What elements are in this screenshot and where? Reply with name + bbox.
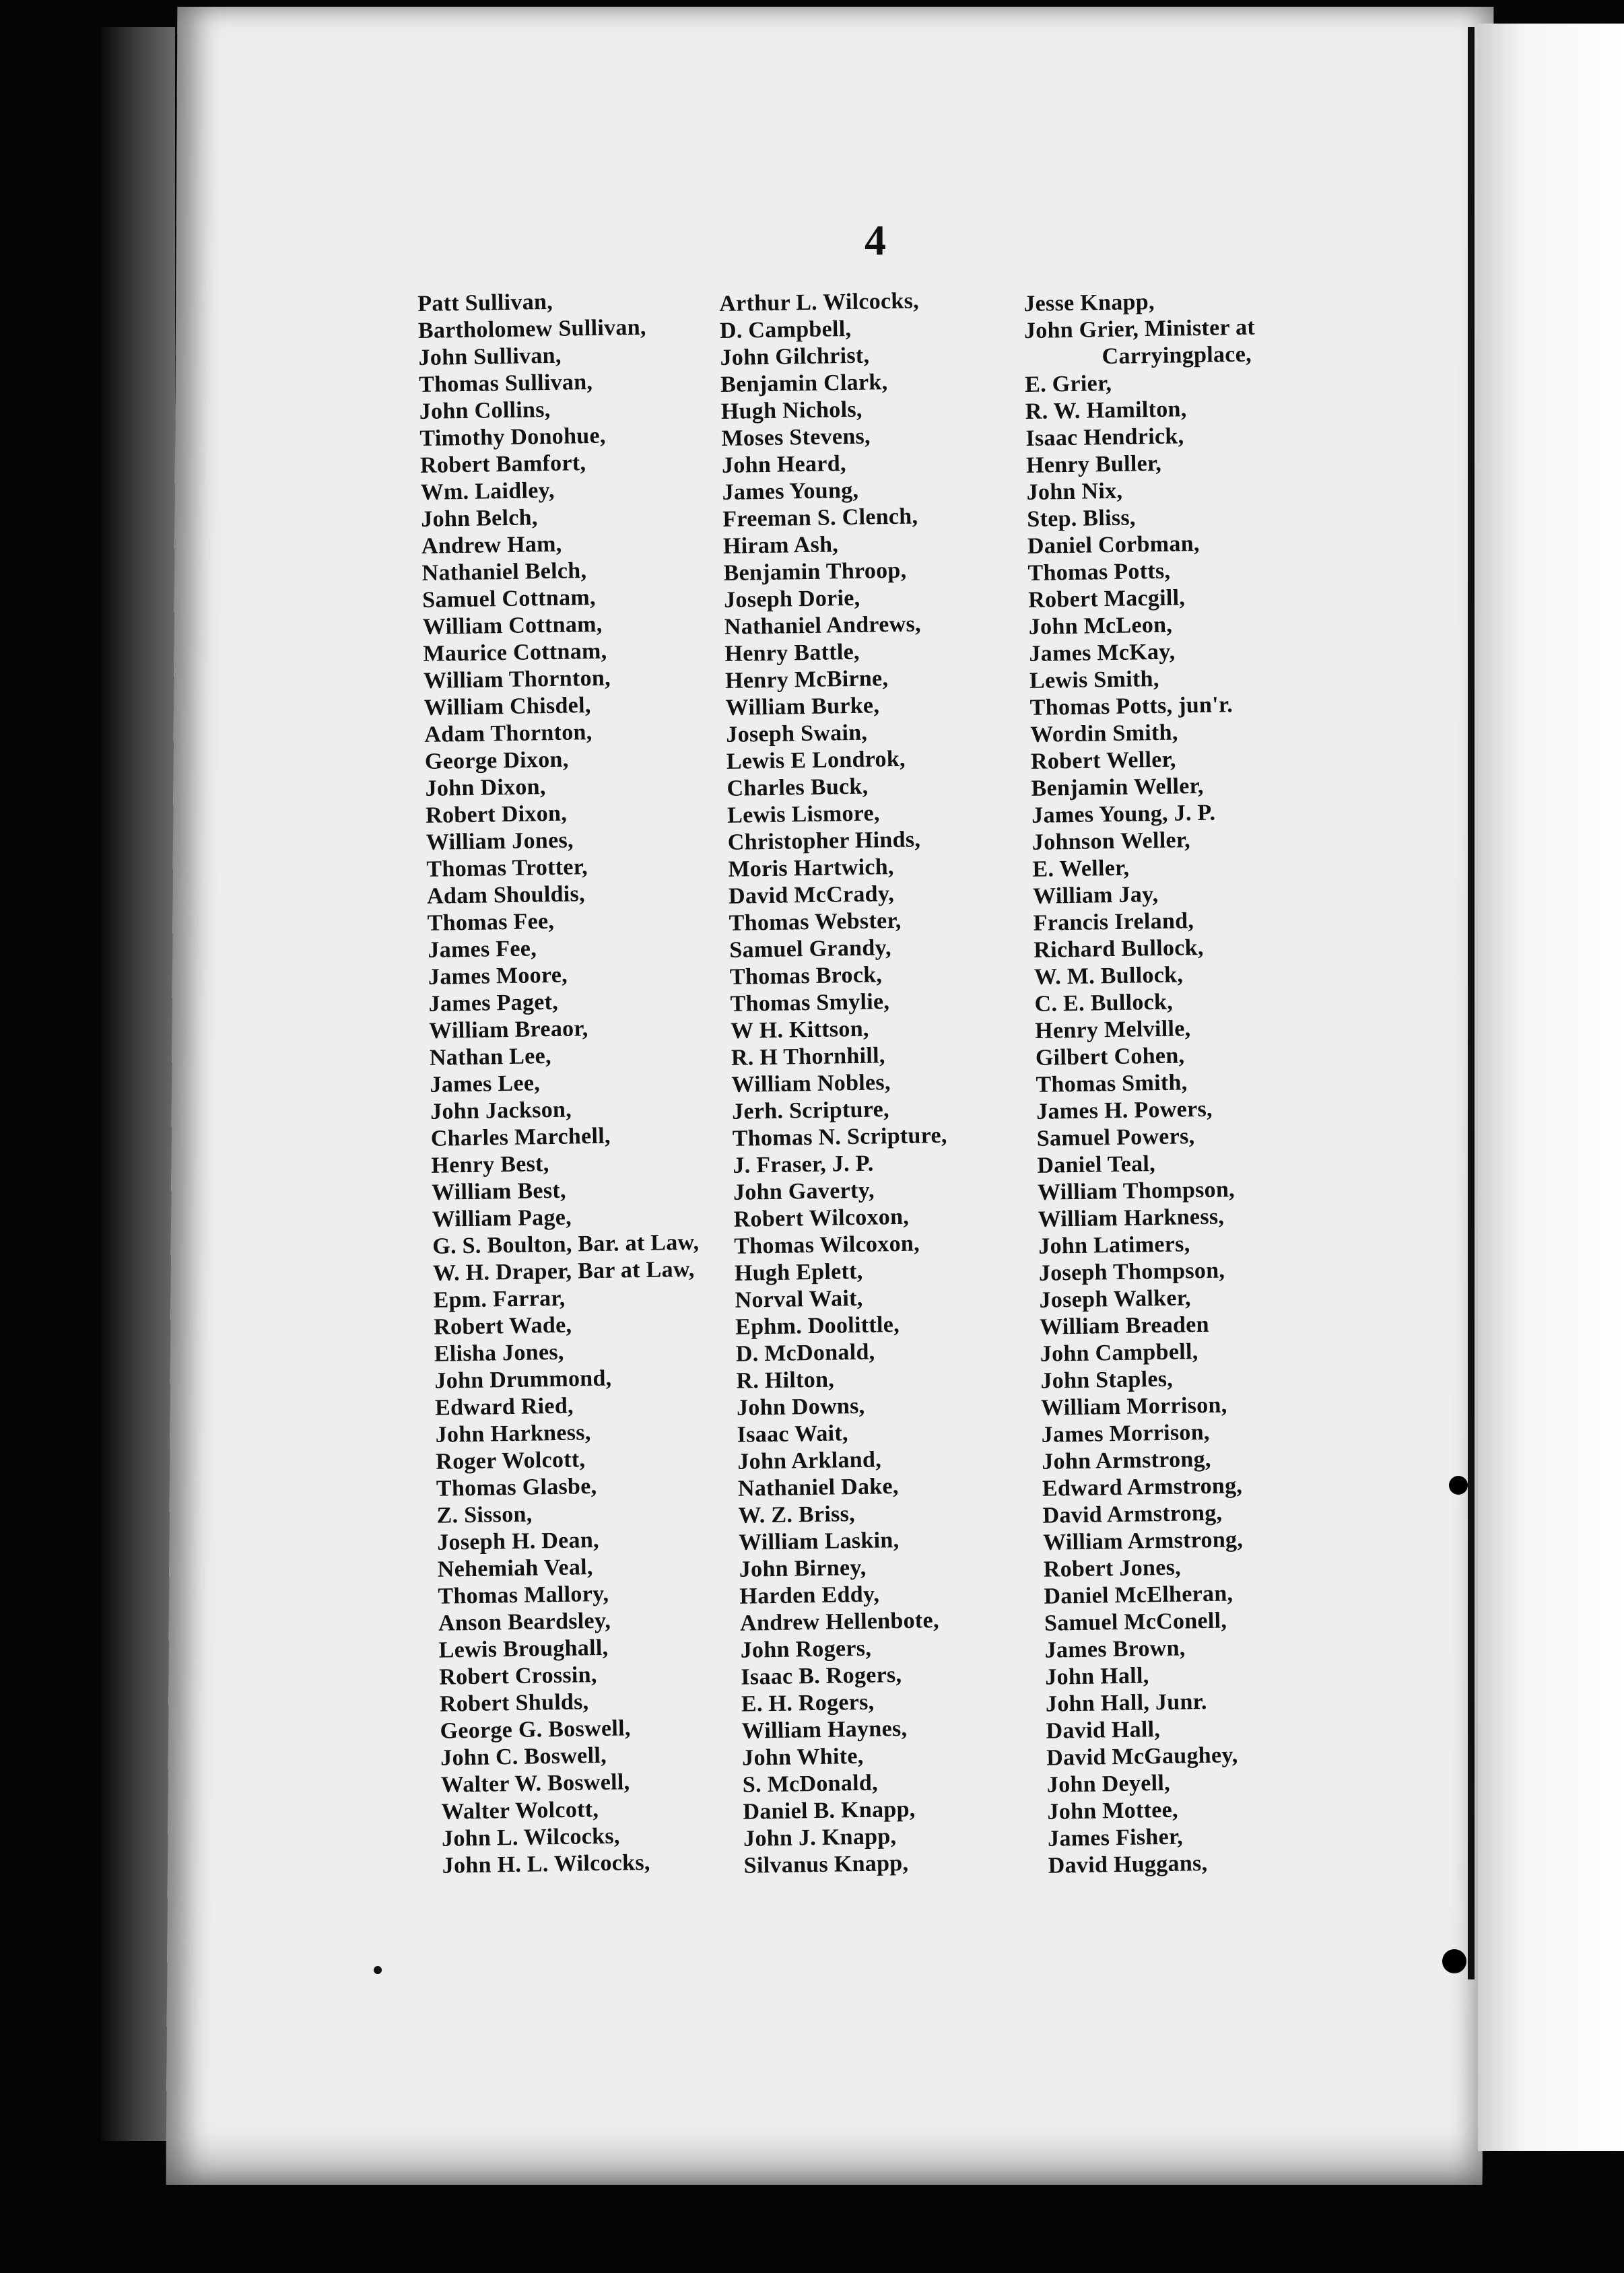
subscriber-name: George Dixon, [424,747,569,774]
subscriber-name: Lewis Broughall, [438,1635,609,1663]
subscriber-name: Maurice Cottnam, [423,638,607,667]
subscriber-name: John White, [741,1743,864,1771]
subscriber-name: Thomas Sullivan, [418,369,593,397]
subscriber-name: Lewis Smith, [1029,666,1159,693]
subscriber-name: John Sullivan, [418,343,562,370]
subscriber-name: John Arkland, [737,1447,882,1474]
subscriber-name: Anson Beardsley, [438,1608,611,1636]
subscriber-name: John Rogers, [740,1635,872,1663]
subscriber-name: Bartholomew Sullivan, [417,314,646,343]
subscriber-name: E. H. Rogers, [741,1689,875,1717]
subscriber-name: Henry Best, [431,1151,549,1178]
subscriber-name: Step. Bliss, [1027,505,1136,532]
subscriber-name: James Fee, [428,936,537,963]
subscriber-name: James Young, [722,477,859,505]
subscriber-name: David Armstrong, [1042,1500,1223,1528]
subscriber-name: R. Hilton, [736,1367,835,1394]
subscriber-name: R. W. Hamilton, [1025,397,1187,424]
subscriber-name: J. Fraser, J. P. [733,1151,874,1178]
subscriber-name: Gilbert Cohen, [1035,1043,1185,1071]
subscriber-name: Thomas Fee, [427,908,555,936]
subscriber-name: Andrew Hellenbote, [739,1608,940,1636]
name-column-3 [1023,287,1279,1880]
subscriber-name: Hugh Nichols, [720,397,862,424]
subscriber-name: Nathaniel Belch, [421,558,587,586]
subscriber-name: Robert Shulds, [439,1689,589,1717]
subscriber-name: Samuel Powers, [1036,1124,1195,1151]
subscriber-name: William Thompson, [1037,1177,1236,1205]
subscriber-name: Moses Stevens, [721,423,871,451]
subscriber-name: Wm. Laidley, [420,477,555,505]
page-fold-line [1468,27,1475,1979]
subscriber-name: Henry Melville, [1034,1016,1191,1044]
subscriber-name: Edward Ried, [434,1393,574,1421]
subscriber-name: Nehemiah Veal, [437,1555,593,1582]
subscriber-name: John L. Wilcocks, [441,1823,620,1852]
subscriber-name: James McKay, [1029,639,1176,667]
subscriber-name: David McGaughey, [1046,1742,1238,1771]
subscriber-name: Wordin Smith, [1030,720,1178,747]
subscriber-name: Thomas Trotter, [426,854,588,882]
subscriber-name: John C. Boswell, [440,1742,607,1771]
subscriber-name: Nathaniel Andrews, [724,611,922,640]
subscriber-name: Richard Bullock, [1034,935,1204,963]
subscriber-name: Isaac Wait, [737,1421,849,1448]
subscriber-name: David Hall, [1046,1717,1161,1744]
subscriber-name: Walter W. Boswell, [440,1769,630,1798]
subscriber-name: Isaac B. Rogers, [741,1662,902,1690]
subscriber-name: Joseph Walker, [1039,1285,1192,1313]
subscriber-name: Nathan Lee, [429,1044,552,1071]
subscriber-name: Joseph H. Dean, [436,1527,600,1555]
subscriber-name: Andrew Ham, [421,531,562,559]
subscriber-name: Robert Crossin, [439,1662,597,1690]
subscriber-name: John Mottee, [1047,1797,1179,1825]
subscriber-name: Freeman S. Clench, [722,504,918,532]
subscriber-name: John Heard, [721,451,847,478]
subscriber-name: Hiram Ash, [722,532,839,559]
subscriber-name: John Hall, [1045,1663,1149,1690]
subscriber-name: Thomas Brock, [729,962,883,990]
subscriber-name: Arthur L. Wilcocks, [719,288,920,316]
subscriber-name: Robert Jones, [1043,1555,1182,1582]
subscriber-name: Thomas N. Scripture, [732,1122,947,1151]
subscriber-name: Christopher Hinds, [727,827,921,855]
subscriber-name: Thomas Potts, jun'r. [1029,692,1233,720]
subscriber-name: Joseph Thompson, [1038,1258,1225,1286]
subscriber-name: David McCrady, [728,881,895,909]
subscriber-name: William Cottnam, [422,611,603,640]
subscriber-name: Robert Dixon, [425,801,568,828]
subscriber-name: Moris Hartwich, [728,854,894,882]
subscriber-name: Robert Macgill, [1027,585,1186,613]
subscriber-name: James Moore, [428,962,568,990]
subscriber-name: Patt Sullivan, [417,289,553,316]
subscriber-name: Thomas Webster, [729,908,902,936]
subscriber-name: Joseph Swain, [726,720,868,747]
subscriber-name: Samuel McConell, [1044,1608,1227,1636]
binding-shadow [101,27,175,2141]
subscriber-name: Samuel Cottnam, [421,584,597,613]
subscriber-name: James H. Powers, [1036,1096,1213,1124]
subscriber-name: Charles Marchell, [430,1123,611,1151]
subscriber-name: Lewis Lismore, [726,801,880,828]
subscriber-name: Francis Ireland, [1033,908,1194,936]
subscriber-name: John Campbell, [1040,1339,1198,1367]
subscriber-name: George G. Boswell, [440,1716,631,1744]
subscriber-name: William Jones, [426,827,574,855]
subscriber-name: Jerh. Scripture, [731,1097,890,1124]
subscriber-name: William Chisdel, [424,693,591,720]
subscriber-name: John Drummond, [434,1365,612,1394]
subscriber-name: Henry McBirne, [724,666,889,693]
subscriber-name: Benjamin Clark, [720,370,888,397]
subscriber-name: G. S. Boulton, Bar. at Law, [432,1229,700,1259]
subscriber-name: John Staples, [1040,1366,1174,1394]
subscriber-name: Samuel Grandy, [729,935,892,963]
subscriber-name: Thomas Glasbe, [436,1474,597,1501]
subscriber-name: W. M. Bullock, [1034,962,1184,990]
subscriber-name: S. McDonald, [742,1770,879,1798]
ink-spot [374,1966,382,1974]
subscriber-name: E. Weller, [1032,855,1130,882]
subscriber-name: John Belch, [421,505,538,532]
subscriber-name: Daniel B. Knapp, [743,1796,916,1825]
subscriber-name: Adam Thornton, [424,720,593,747]
subscriber-name: John Gaverty, [733,1178,875,1205]
subscriber-name: John Collins, [419,397,551,424]
subscriber-name: Nathaniel Dake, [737,1474,899,1501]
subscriber-name: W. Z. Briss, [738,1501,856,1528]
subscriber-name: William Nobles, [731,1070,891,1097]
subscriber-name: Daniel Teal, [1037,1151,1156,1178]
subscriber-name: Joseph Dorie, [723,585,860,613]
subscriber-name: John H. L. Wilcocks, [442,1850,650,1878]
fold-mark [1449,1476,1468,1495]
subscriber-name: John Dixon, [425,774,546,801]
subscriber-name: Silvanus Knapp, [743,1850,909,1878]
subscriber-name: John Harkness, [435,1420,591,1448]
subscriber-name: Walter Wolcott, [441,1797,599,1825]
subscriber-name: D. McDonald, [735,1339,875,1367]
subscriber-name: R. H Thornhill, [731,1043,885,1071]
subscriber-name: Thomas Wilcoxon, [734,1231,920,1259]
subscriber-name: John J. Knapp, [743,1824,897,1852]
subscriber-name: William Burke, [725,693,880,720]
subscriber-name: Henry Buller, [1025,450,1162,478]
subscriber-name: W. H. Draper, Bar at Law, [432,1256,695,1286]
name-column-1 [417,287,709,1880]
subscriber-name: Jesse Knapp, [1023,289,1155,316]
subscriber-name: Isaac Hendrick, [1025,423,1184,451]
subscriber-name: Carryingplace, [1102,341,1252,370]
subscriber-name: William Laskin, [738,1528,900,1555]
subscriber-name: David Huggans, [1048,1850,1208,1878]
subscriber-name: James Young, J. P. [1031,800,1216,828]
subscriber-name: Ephm. Doolittle, [735,1312,900,1340]
subscriber-name: William Haynes, [741,1716,908,1744]
subscriber-name: Charles Buck, [726,774,869,801]
subscriber-name: Benjamin Weller, [1031,773,1204,801]
subscriber-name: John McLeon, [1028,612,1173,640]
subscriber-name: Thomas Smith, [1036,1070,1188,1097]
subscriber-name: William Armstrong, [1042,1527,1244,1555]
subscriber-name: Hugh Eplett, [734,1258,863,1286]
subscriber-name: Harden Eddy, [739,1582,880,1609]
subscriber-name: John Grier, Minister at [1023,314,1256,343]
subscriber-name: John Gilchrist, [720,343,870,370]
subscriber-name: James Brown, [1044,1635,1186,1663]
name-column-2 [719,287,959,1880]
subscriber-name: Benjamin Throop, [723,557,907,586]
subscriber-name: John Jackson, [430,1097,572,1124]
subscriber-name: William Breaor, [428,1016,588,1044]
subscriber-name: Elisha Jones, [434,1339,564,1367]
subscriber-name: John Latimers, [1038,1231,1190,1259]
subscriber-name: James Morrison, [1041,1419,1210,1448]
subscriber-name: William Morrison, [1040,1392,1227,1421]
subscriber-name: E. Grier, [1024,370,1112,397]
subscriber-name: Timothy Donohue, [419,423,606,451]
subscriber-name: William Thornton, [423,665,611,693]
page-number: 4 [865,216,886,264]
subscriber-name: Epm. Farrar, [433,1285,566,1313]
subscriber-name: James Lee, [430,1071,541,1097]
subscriber-name: Norval Wait, [735,1285,863,1313]
subscriber-name: W H. Kittson, [730,1016,869,1044]
subscriber-name: Thomas Potts, [1027,558,1171,586]
subscriber-name: Lewis E Londrok, [726,746,906,774]
subscriber-name: Roger Wolcott, [436,1447,586,1474]
subscriber-name: Robert Wade, [433,1312,572,1340]
subscriber-name: John Hall, Junr. [1045,1689,1207,1717]
subscriber-name: John Birney, [739,1555,867,1582]
subscriber-name: James Fisher, [1047,1824,1184,1852]
subscriber-name: Adam Shouldis, [426,881,586,909]
subscriber-name: D. Campbell, [719,316,852,343]
subscriber-name: Thomas Smylie, [730,989,890,1017]
subscriber-name: Robert Wilcoxon, [733,1204,910,1232]
subscriber-name: Thomas Mallory, [438,1581,609,1609]
subscriber-name: Edward Armstrong, [1042,1473,1243,1501]
subscriber-name: Daniel McElheran, [1044,1581,1233,1609]
subscriber-name: William Jay, [1032,881,1159,909]
subscriber-name: Robert Bamfort, [419,450,586,478]
subscriber-name: C. E. Bullock, [1034,989,1174,1017]
subscriber-name: James Paget, [428,989,559,1017]
subscriber-name: Henry Battle, [724,639,860,667]
subscriber-name: Johnson Weller, [1031,827,1191,855]
adjacent-page-edge [1478,24,1624,2151]
fold-mark [1442,1949,1466,1973]
subscriber-name: William Page, [432,1205,572,1232]
subscriber-name: William Best, [431,1178,567,1205]
subscriber-name: John Nix, [1026,478,1123,505]
subscriber-name: Daniel Corbman, [1027,531,1200,559]
subscriber-name: William Harkness, [1038,1204,1225,1232]
subscriber-name: John Deyell, [1046,1770,1171,1798]
subscriber-name: Robert Weller, [1030,747,1176,774]
subscriber-name: William Breaden [1039,1312,1210,1340]
subscriber-name: John Downs, [736,1393,865,1421]
subscriber-name: John Armstrong, [1042,1446,1211,1474]
subscriber-name: Z. Sisson, [436,1501,533,1528]
